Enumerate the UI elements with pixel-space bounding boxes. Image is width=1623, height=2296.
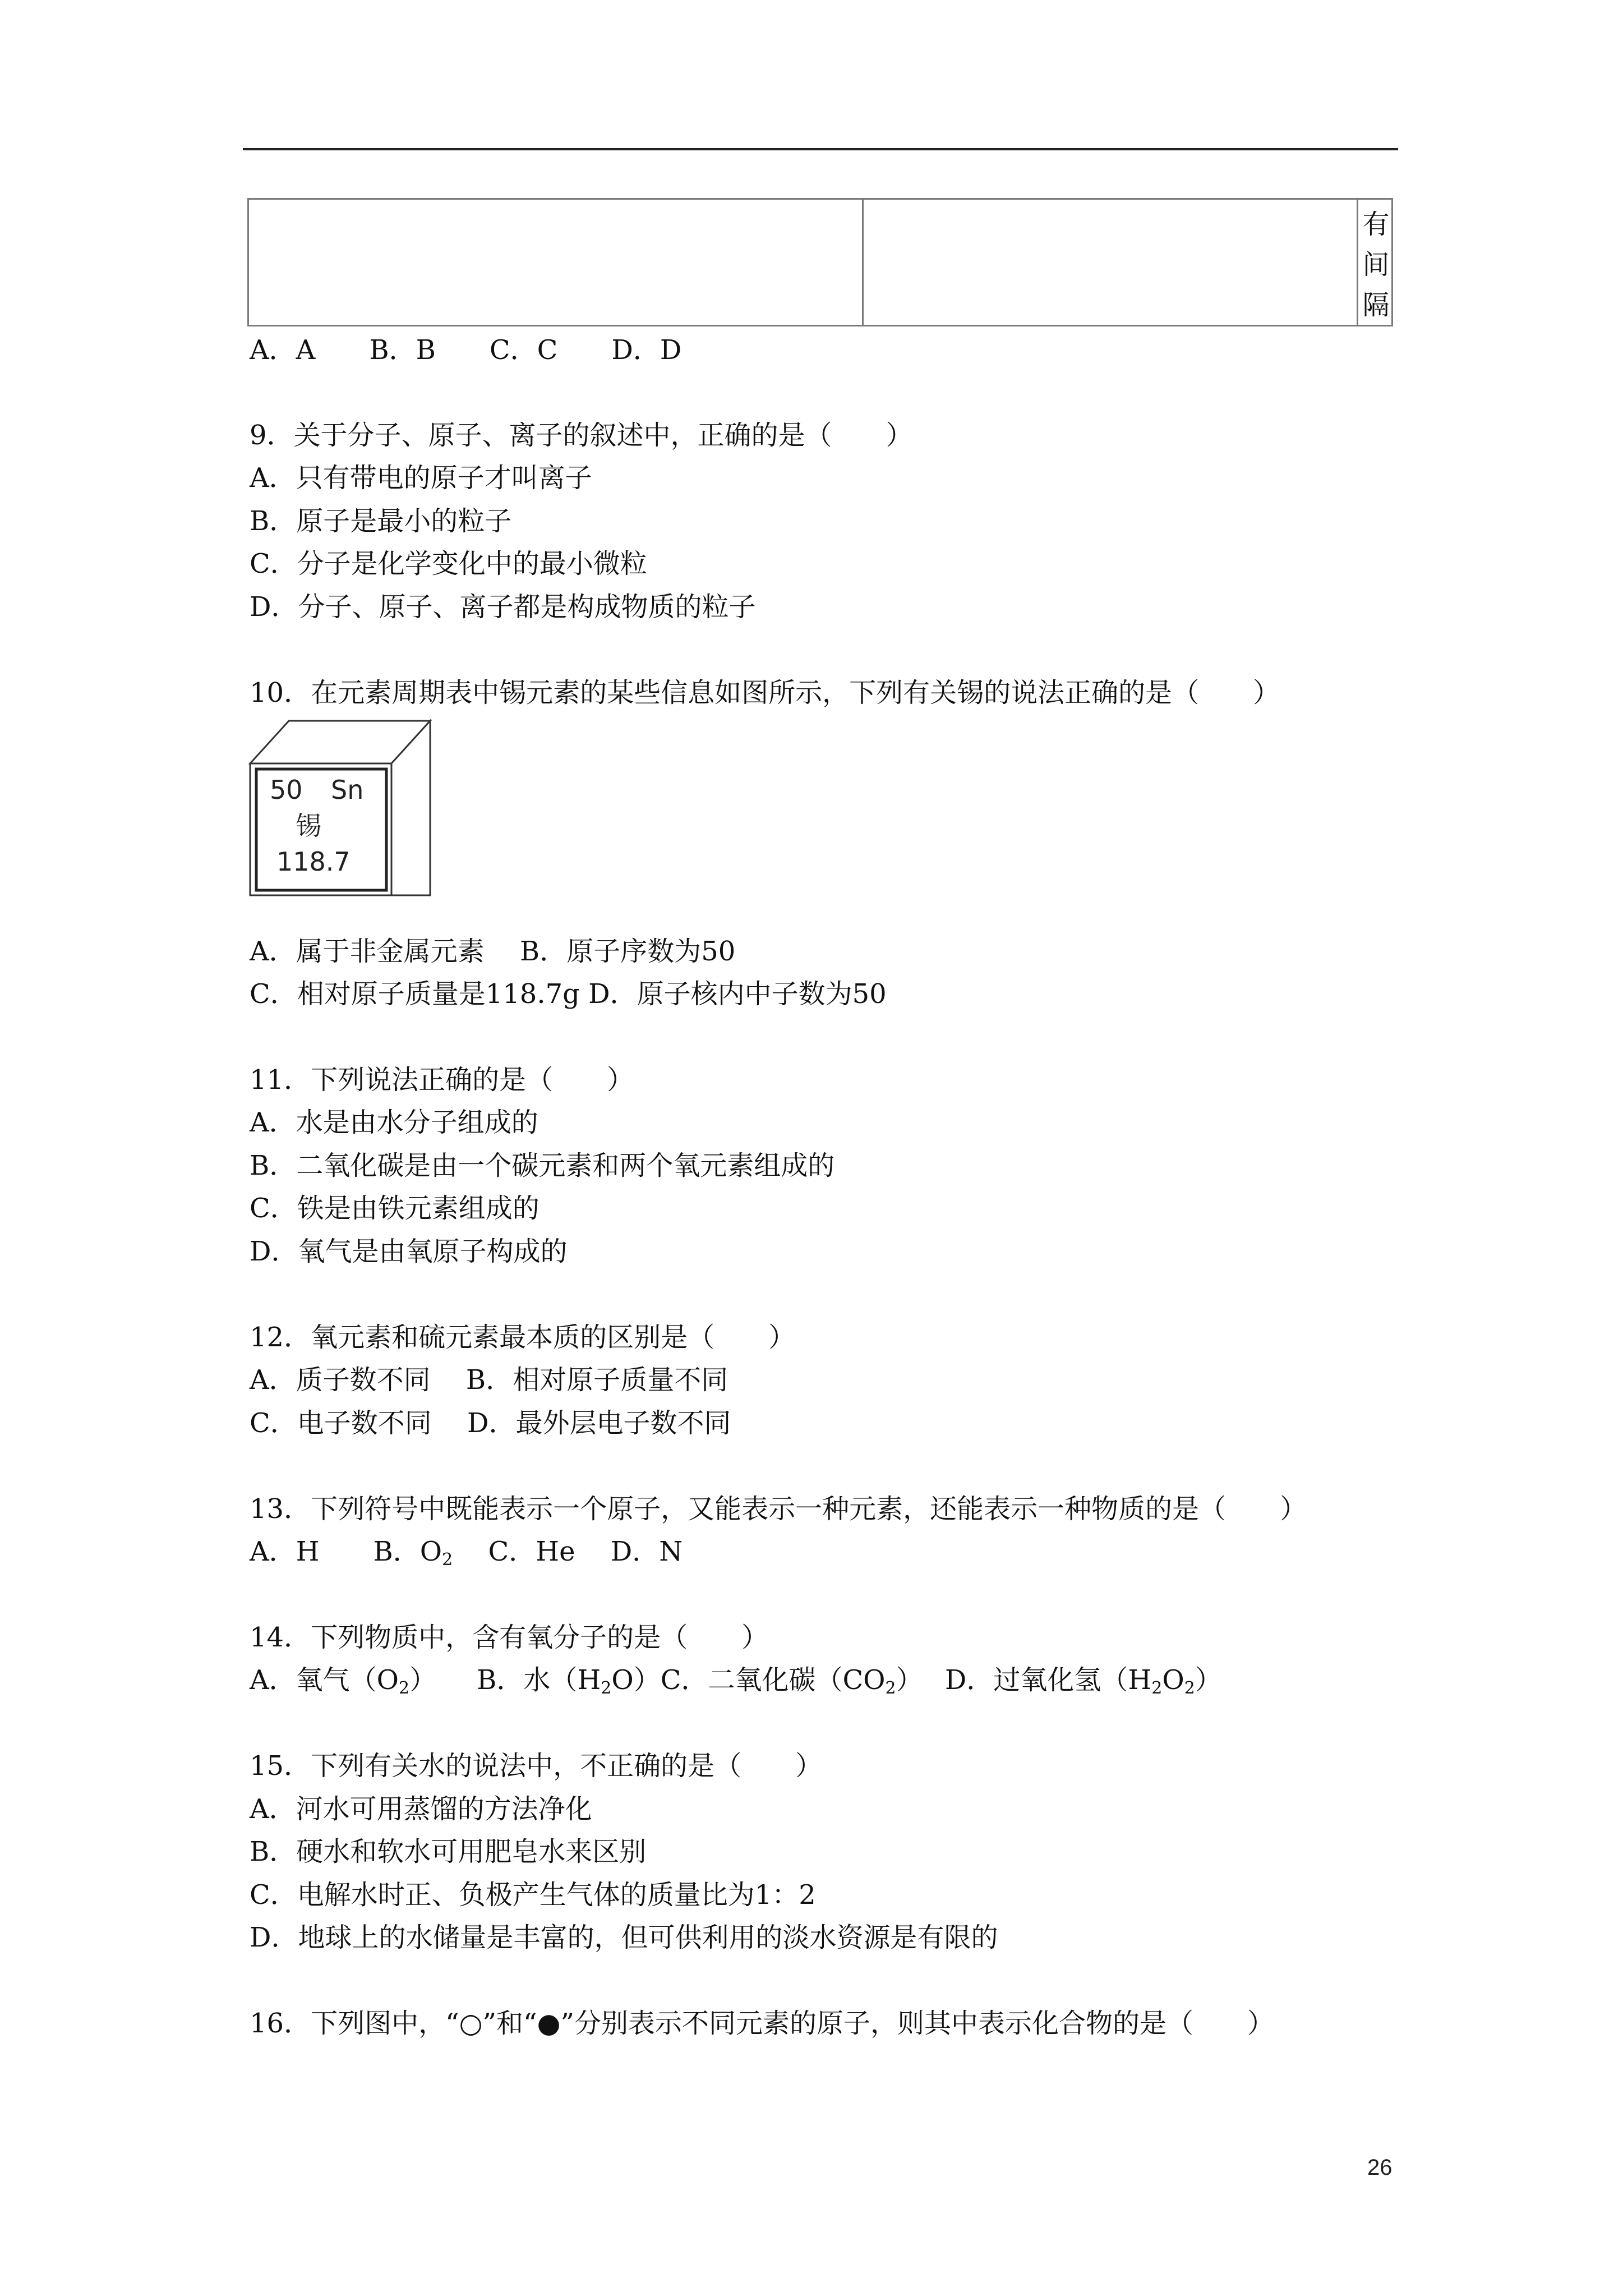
question-11-option-b: B．二氧化碳是由一个碳元素和两个氧元素组成的: [250, 1150, 835, 1181]
question-11-option-c: C．铁是由铁元素组成的: [250, 1193, 540, 1224]
question-10-options-cd: C．相对原子质量是118.7g D．原子核内中子数为50: [250, 978, 887, 1010]
page-number: 26: [1367, 2155, 1393, 2180]
element-atomic-number: 50: [270, 775, 303, 805]
question-8-table: [247, 198, 1393, 326]
question-14-options: A．氧气$(O_2)$ B．水$(H_2O)C$．二氧化碳$(CO_2)$ D．过氧化氢$(H_2O_2)$: [250, 1664, 1222, 1698]
question-12-stem: 12．氧元素和硫元素最本质的区别是（ ）: [250, 1322, 796, 1353]
question-15-option-b: B．硬水和软水可用肥皂水来区别: [250, 1836, 647, 1867]
question-11-option-a: A．水是由水分子组成的: [250, 1107, 538, 1138]
header-rule: [243, 148, 1398, 150]
element-tin-card: [248, 719, 434, 896]
question-9-option-b: B．原子是最小的粒子: [250, 505, 512, 537]
question-12-options-ab: A．质子数不同 B．相对原子质量不同: [250, 1364, 728, 1396]
question-8-options: A．A B．B C．C D．D: [250, 334, 682, 366]
question-16-stem: 16．下列图中，“○”和“●”分别表示不同元素的原子，则其中表示化合物的是（ ）: [250, 2008, 1275, 2039]
question-15-option-c: C．电解水时正、负极产生气体的质量比为1：2: [250, 1879, 816, 1911]
table-divider: [862, 200, 864, 325]
table-cell-vertical-text: 有 间 隔: [1362, 209, 1390, 321]
element-symbol: Sn: [331, 775, 364, 805]
question-9-option-c: C．分子是化学变化中的最小微粒: [250, 548, 647, 579]
question-9-option-d: D．分子、原子、离子都是构成物质的粒子: [250, 591, 756, 623]
question-11-stem: 11．下列说法正确的是（ ）: [250, 1064, 634, 1096]
question-12-options-cd: C．电子数不同 D．最外层电子数不同: [250, 1407, 731, 1439]
question-9-stem: 9．关于分子、原子、离子的叙述中，正确的是（ ）: [250, 420, 913, 451]
question-9-option-a: A．只有带电的原子才叫离子: [250, 462, 592, 494]
question-14-stem: 14．下列物质中，含有氧分子的是（ ）: [250, 1622, 769, 1653]
question-13-stem: 13．下列符号中既能表示一个原子，又能表示一种元素，还能表示一种物质的是（ ）: [250, 1493, 1307, 1525]
question-10-options-ab: A．属于非金属元素 B．原子序数为50: [250, 936, 736, 967]
question-15-option-d: D．地球上的水储量是丰富的，但可供利用的淡水资源是有限的: [250, 1922, 998, 1953]
element-name: 锡: [296, 811, 321, 841]
question-10-stem: 10．在元素周期表中锡元素的某些信息如图所示，下列有关锡的说法正确的是（ ）: [250, 677, 1280, 708]
element-atomic-mass: 118.7: [276, 846, 351, 877]
question-13-options: A．H B．$O_2$ C．He D．N: [250, 1536, 683, 1570]
question-15-stem: 15．下列有关水的说法中，不正确的是（ ）: [250, 1750, 823, 1782]
question-15-option-a: A．河水可用蒸馏的方法净化: [250, 1793, 592, 1825]
question-11-option-d: D．氧气是由氧原子构成的: [250, 1236, 568, 1267]
table-divider: [1357, 200, 1358, 325]
